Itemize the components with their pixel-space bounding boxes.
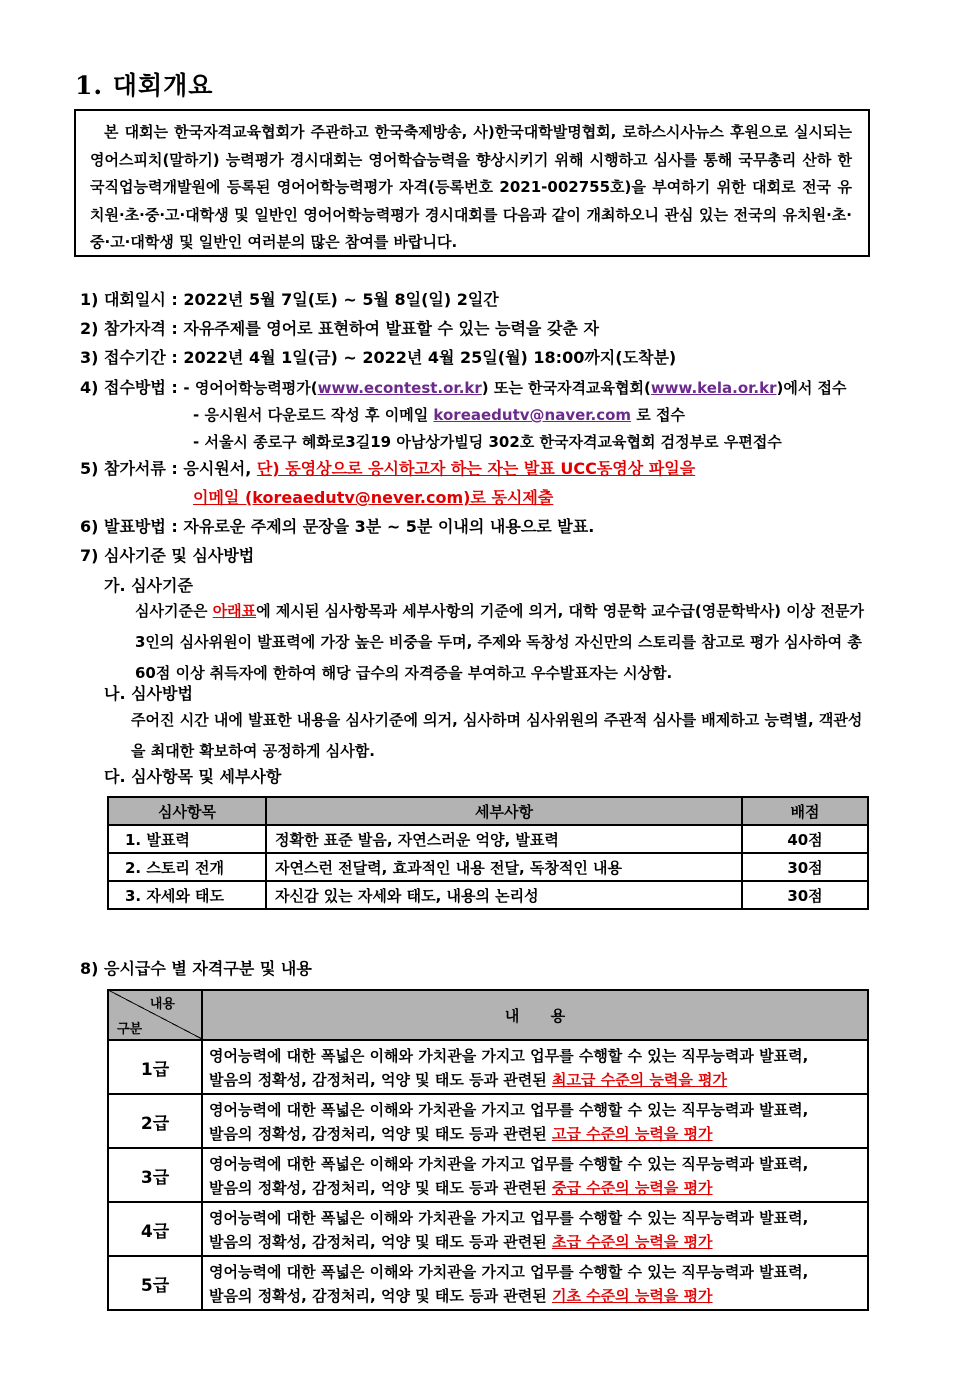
grade-description xyxy=(202,1202,868,1256)
judging-header-item: 심사항목 xyxy=(108,797,266,825)
grades-header-content: 내 용 xyxy=(202,990,868,1040)
grade-level: 고급 수준의 능력을 평가 xyxy=(551,1125,713,1143)
grades-corner-cell xyxy=(108,990,202,1040)
grade-desc-line1: 영어능력에 대한 폭넓은 이해와 가치관을 가지고 업무를 수행할 수 있는 직무능력과 발표력, xyxy=(209,1101,809,1119)
grade-label: 5급 xyxy=(108,1256,202,1310)
kela-link[interactable]: www.kela.or.kr xyxy=(650,379,777,397)
table-row xyxy=(108,825,868,853)
item-eligibility-value: 자유주제를 영어로 표현하여 발표할 수 있는 능력을 갖춘 자 xyxy=(183,319,599,338)
table-row xyxy=(108,1148,868,1202)
item-presentation xyxy=(80,514,594,537)
table-row xyxy=(108,1040,868,1094)
grades-table xyxy=(107,989,869,1311)
judging-method-heading: 나. 심사방법 xyxy=(104,684,193,703)
grade-desc-line1: 영어능력에 대한 폭넓은 이해와 가치관을 가지고 업무를 수행할 수 있는 직무능력과 발표력, xyxy=(209,1209,809,1227)
judging-detail: 자연스런 전달력, 효과적인 내용 전달, 독창적인 내용 xyxy=(266,853,742,881)
grade-label: 2급 xyxy=(108,1094,202,1148)
judging-header-detail: 세부사항 xyxy=(266,797,742,825)
item-method-b xyxy=(193,404,685,425)
grade-description xyxy=(202,1148,868,1202)
grade-desc-line2-text: 발음의 정확성, 감정처리, 억양 및 태도 등과 관련된 xyxy=(209,1071,552,1089)
grade-desc-line2 xyxy=(209,1230,867,1254)
item-method-label: 4) 접수방법 : xyxy=(80,378,184,397)
grade-desc-line2-text: 발음의 정확성, 감정처리, 억양 및 태도 등과 관련된 xyxy=(209,1287,552,1305)
item-period-value: 2022년 4월 1일(금) ~ 2022년 4월 25일(월) 18:00까지(도착분) xyxy=(183,348,677,367)
judging-header-score: 배점 xyxy=(742,797,868,825)
grade-description xyxy=(202,1256,868,1310)
item-method xyxy=(80,375,847,398)
judging-item: 2. 스토리 전개 xyxy=(108,853,266,881)
judging-method-text: 주어진 시간 내에 발표한 내용을 심사기준에 의거, 심사하며 심사위원의 주관적 심사를 배제하고 능력별, 객관성을 최대한 확보하여 공정하게 심사함. xyxy=(131,711,863,760)
item-method-b-post: 로 접수 xyxy=(631,406,685,424)
item-documents-label: 5) 참가서류 : xyxy=(80,459,184,478)
grade-desc-line2 xyxy=(209,1176,867,1200)
judging-score: 30점 xyxy=(742,853,868,881)
judging-criteria-post: 에 제시된 심사항목과 세부사항의 기준에 의거, 대학 영문학 교수급(영문학박사) 이상 전문가 3인의 심사위원이 발표력에 가장 높은 비중을 두며, 주제와 독창성 자신만의 스토리를 참고로 평가 심사하여 총 60점 이상 취득자에 한하여 해당 급수의 자격증을 부여하고 우수발표자는 시상함. xyxy=(135,602,864,682)
judging-criteria-text xyxy=(135,596,875,689)
grade-level: 최고급 수준의 능력을 평가 xyxy=(551,1071,728,1089)
email-link[interactable]: koreaedutv@naver.com xyxy=(433,406,632,424)
grade-desc-line2-text: 발음의 정확성, 감정처리, 억양 및 태도 등과 관련된 xyxy=(209,1125,552,1143)
judging-criteria-table-ref: 아래표 xyxy=(212,602,257,620)
item-date-label: 1) 대회일시 : xyxy=(80,290,184,309)
item-period-label: 3) 접수기간 : xyxy=(80,348,184,367)
item-judging: 7) 심사기준 및 심사방법 xyxy=(80,546,255,565)
grade-level: 기초 수준의 능력을 평가 xyxy=(551,1287,713,1305)
item-documents-value: 응시원서, xyxy=(183,459,257,478)
item-presentation-label: 6) 발표방법 : xyxy=(80,517,184,536)
grade-desc-line2-text: 발음의 정확성, 감정처리, 억양 및 태도 등과 관련된 xyxy=(209,1179,552,1197)
table-row xyxy=(108,1094,868,1148)
item-period xyxy=(80,345,676,368)
grade-desc-line1: 영어능력에 대한 폭넓은 이해와 가치관을 가지고 업무를 수행할 수 있는 직무능력과 발표력, xyxy=(209,1047,809,1065)
table-row xyxy=(108,853,868,881)
grade-label: 1급 xyxy=(108,1040,202,1094)
grades-table-header xyxy=(108,990,868,1040)
corner-top-label: 내용 xyxy=(149,997,175,1012)
econtest-link[interactable]: www.econtest.or.kr xyxy=(317,379,482,397)
intro-box xyxy=(74,109,870,257)
grade-desc-line2-text: 발음의 정확성, 감정처리, 억양 및 태도 등과 관련된 xyxy=(209,1233,552,1251)
judging-detail: 정확한 표준 발음, 자연스러운 억양, 발표력 xyxy=(266,825,742,853)
item-method-a-pre: - 영어어학능력평가( xyxy=(183,379,318,397)
table-row xyxy=(108,1256,868,1310)
item-method-b-pre: - 응시원서 다운로드 작성 후 이메일 xyxy=(193,406,434,424)
item-method-a-mid: ) 또는 한국자격교육협회( xyxy=(481,379,651,397)
item-eligibility-label: 2) 참가자격 : xyxy=(80,319,184,338)
item-documents xyxy=(80,456,695,479)
judging-criteria-pre: 심사기준은 xyxy=(135,602,213,620)
grade-description xyxy=(202,1094,868,1148)
judging-table xyxy=(107,796,869,910)
intro-text: 본 대회는 한국자격교육협회가 주관하고 한국축제방송, 사)한국대학발명협회, 로하스시사뉴스 후원으로 실시되는 영어스피치(말하기) 능력평가 경시대회는 영어학습능력을 향상시키기 위해 시행하고 심사를 통해 국무총리 산하 한국직업능력개발원에 등록된 영어어학능력평가 자격(등록번호 2021-002755호)을 부여하기 위한 대회로 전국 유치원·초·중·고·대학생 및 일반인 영어어학능력평가 경시대회를 다음과 같이 개최하오니 관심 있는 전국의 유치원·초·중·고·대학생 및 일반인 여러분의 많은 참여를 바랍니다. xyxy=(90,123,852,252)
item-method-a-post: )에서 접수 xyxy=(776,379,847,397)
grade-desc-line2 xyxy=(209,1122,867,1146)
grade-level: 중급 수준의 능력을 평가 xyxy=(551,1179,713,1197)
grade-label: 3급 xyxy=(108,1148,202,1202)
corner-bottom-label: 구분 xyxy=(117,1022,143,1037)
section-title: 1. 대회개요 xyxy=(75,71,214,100)
grade-desc-line1: 영어능력에 대한 폭넓은 이해와 가치관을 가지고 업무를 수행할 수 있는 직무능력과 발표력, xyxy=(209,1155,809,1173)
judging-score: 30점 xyxy=(742,881,868,909)
grade-label: 4급 xyxy=(108,1202,202,1256)
grade-desc-line2 xyxy=(209,1284,867,1308)
judging-score: 40점 xyxy=(742,825,868,853)
grade-desc-line2 xyxy=(209,1068,867,1092)
item-presentation-value: 자유로운 주제의 문장을 3분 ~ 5분 이내의 내용으로 발표. xyxy=(183,517,595,536)
table-row xyxy=(108,881,868,909)
item-date xyxy=(80,287,499,310)
judging-criteria-heading: 가. 심사기준 xyxy=(104,576,193,595)
judging-detail: 자신감 있는 자세와 태도, 내용의 논리성 xyxy=(266,881,742,909)
item-eligibility xyxy=(80,316,599,339)
judging-item: 3. 자세와 태도 xyxy=(108,881,266,909)
item-documents-line2 xyxy=(193,485,553,508)
grade-description xyxy=(202,1040,868,1094)
judging-items-heading: 다. 심사항목 및 세부사항 xyxy=(104,767,282,786)
judging-item: 1. 발표력 xyxy=(108,825,266,853)
item-method-c: - 서울시 종로구 혜화로3길19 아남상가빌딩 302호 한국자격교육협회 검정부로 우편접수 xyxy=(193,433,782,451)
item-documents-note2: 이메일 (koreaedutv@never.com)로 동시제출 xyxy=(193,488,554,507)
item-grades: 8) 응시급수 별 자격구분 및 내용 xyxy=(80,959,312,978)
table-row xyxy=(108,1202,868,1256)
item-date-value: 2022년 5월 7일(토) ~ 5월 8일(일) 2일간 xyxy=(183,290,499,309)
grade-desc-line1: 영어능력에 대한 폭넓은 이해와 가치관을 가지고 업무를 수행할 수 있는 직무능력과 발표력, xyxy=(209,1263,809,1281)
judging-table-header xyxy=(108,797,868,825)
grade-level: 초급 수준의 능력을 평가 xyxy=(551,1233,713,1251)
item-documents-note1: 단) 동영상으로 응시하고자 하는 자는 발표 UCC동영상 파일을 xyxy=(256,459,696,478)
